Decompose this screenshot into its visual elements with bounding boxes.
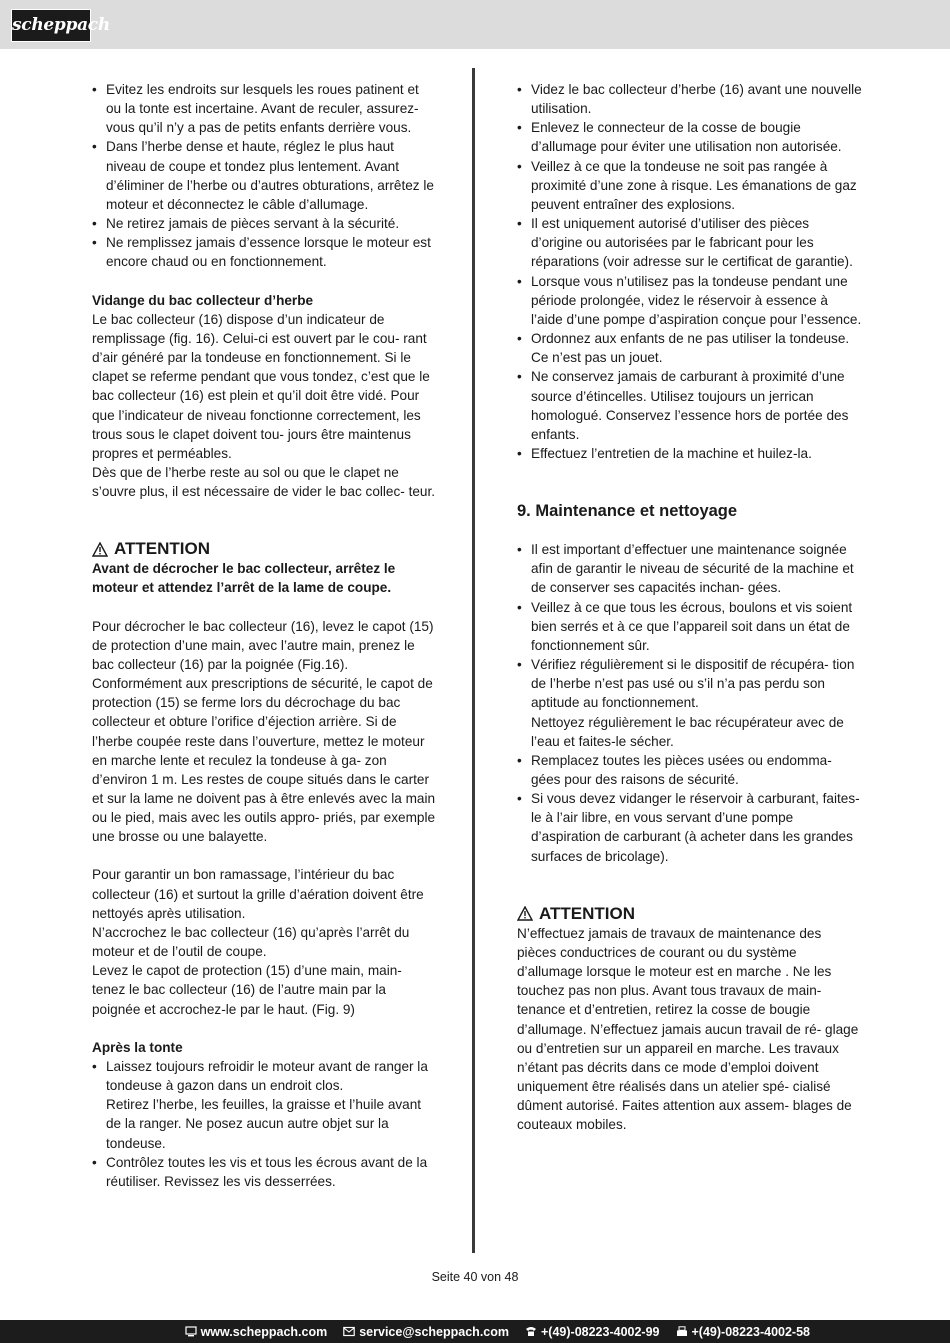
warning-icon [517, 906, 533, 921]
section-title: 9. Maintenance et nettoyage [517, 502, 738, 521]
list-item: • Remplacez toutes les pièces usées ou endomma- gées pour des raisons de sécurité. [517, 751, 862, 789]
list-item: • Veillez à ce que tous les écrous, boulons et vis soient bien serrés et à ce que l’appareil soit dans un état de fonctionnement sûr. [517, 598, 862, 655]
warning-icon [92, 542, 108, 557]
decrocher-paragraph: Pour décrocher le bac collecteur (16), levez le capot (15) de protection d’une main, avec l’autre main, prenez le bac collecteur (16) par la poignée (Fig.16). Conformément aux prescriptions de sécurité, le capot de protection (15) se ferme lors du décrochage du bac collecteur et obture l’orifice d’éjection arrière. Si de l’herbe coupée reste dans l’ouverture, mettez le moteur en marche lente et reculez la tondeuse à ga- zon d’environ 1 m. Les restes de coupe situés dans le carter et sur la lame ne doivent pas à être enlevés avec la main ou le pied, mais avec les outils appro- priés, par exemple une brosse ou une balayette. [92, 618, 436, 845]
footer-website[interactable]: www.scheppach.com [185, 1325, 328, 1339]
footer-email[interactable]: service@scheppach.com [343, 1325, 509, 1339]
list-item: • Ne remplissez jamais d’essence lorsque le moteur est encore chaud ou en fonctionnement. [92, 233, 437, 271]
list-item: • Enlevez le connecteur de la cosse de bougie d’allumage pour éviter une utilisation non autorisée. [517, 118, 862, 156]
left-column [92, 80, 437, 1191]
column-divider [472, 68, 475, 1253]
apres-heading: Après la tonte [92, 1039, 183, 1055]
footer-fax: +(49)-08223-4002-58 [676, 1325, 811, 1339]
computer-icon [185, 1326, 197, 1337]
list-item: • Ne conservez jamais de carburant à proximité d’une source d’étincelles. Utilisez toujours un jerrican homologué. Conservez l’essence hors de portée des enfants. [517, 367, 862, 444]
page-number: Seite 40 von 48 [431, 1270, 519, 1284]
vidange-heading: Vidange du bac collecteur d’herbe [92, 292, 314, 308]
list-item: • Laissez toujours refroidir le moteur avant de ranger la tondeuse à gazon dans un endroit clos. Retirez l’herbe, les feuilles, la graisse et l’huile avant de la ranger. Ne posez aucun autre objet sur la tondeuse. [92, 1057, 437, 1153]
attention-label: ATTENTION [114, 539, 211, 559]
list-item: • Si vous devez vidanger le réservoir à carburant, faites-le à l’air libre, en vous servant d’une pompe d’aspiration de carburant (à acheter dans les grandes surfaces de bricolage). [517, 789, 862, 866]
storage-bullets [517, 80, 862, 463]
fax-icon [676, 1326, 688, 1337]
mail-icon [343, 1326, 355, 1337]
list-item: • Effectuez l’entretien de la machine et huilez-la. [517, 444, 862, 463]
list-item: • Lorsque vous n’utilisez pas la tondeuse pendant une période prolongée, videz le réservoir à essence à l’aide d’une pompe d’aspiration conçue pour l’essence. [517, 272, 862, 329]
vidange-paragraph-2: Dès que de l’herbe reste au sol ou que le clapet ne s’ouvre plus, il est nécessaire de vider le bac collec- teur. [92, 464, 436, 500]
header-bar [0, 0, 950, 49]
attention-paragraph: N’effectuez jamais de travaux de maintenance des pièces conductrices de courant ou du système d’allumage lorsque le moteur est en marche . Ne les touchez pas non plus. Avant tous travaux de main- tenance et d’entretien, retirez la cosse de bougie d’allumage. N’effectuez jamais aucun travail de ré- glage ou d’entretien sur un appareil en marche. Les travaux n’étant pas décrits dans ce mode d’emploi doivent uniquement être réalisés dans un atelier spé- cialisé dûment autorisé. Faites attention aux assem- blages de couteaux mobiles. [517, 925, 859, 1133]
list-item: • Ordonnez aux enfants de ne pas utiliser la tondeuse. Ce n’est pas un jouet. [517, 329, 862, 367]
brand-logo: scheppach [11, 9, 91, 42]
levez-paragraph: Levez le capot de protection (15) d’une main, main- tenez le bac collecteur (16) de l’autre main par la poignée et accrochez-le par le haut. (Fig. 9) [92, 963, 402, 1017]
vidange-paragraph: Le bac collecteur (16) dispose d’un indicateur de remplissage (fig. 16). Celui-ci est ouvert par le cou- rant d’air généré par la tondeuse en fonctionnement. Si le clapet se referme pendant que vous tondez, c’est que le bac collecteur (16) est plein et qu’il doit être vidé. Pour que l’indicateur de niveau fonctionne correctement, les trous sous le clapet doivent tou- jours être maintenus propres et perméables. [92, 311, 430, 461]
attention-warning: Avant de décrocher le bac collecteur, arrêtez le moteur et attendez l’arrêt de la lame de coupe. [92, 561, 396, 596]
attention-heading [517, 904, 862, 924]
safety-bullets [92, 80, 437, 272]
maintenance-bullets [517, 540, 862, 866]
right-column [517, 80, 862, 1135]
list-item: • Vérifiez régulièrement si le dispositif de récupéra- tion de l’herbe n’est pas usé ou s’il n’a pas perdu son aptitude au fonctionnement. Nettoyez régulièrement le bac récupérateur avec de l’eau et faites-le sécher. [517, 655, 862, 751]
accrochez-paragraph: N’accrochez le bac collecteur (16) qu’après l’arrêt du moteur et de l’outil de coupe. [92, 924, 410, 960]
attention-heading [92, 539, 437, 559]
list-item: • Ne retirez jamais de pièces servant à la sécurité. [92, 214, 437, 233]
list-item: • Veillez à ce que la tondeuse ne soit pas rangée à proximité d’une zone à risque. Les émanations de gaz peuvent entraîner des explosions. [517, 157, 862, 214]
phone-icon [525, 1326, 537, 1337]
list-item: • Il est uniquement autorisé d’utiliser des pièces d’origine ou autorisées par le fabricant pour les réparations (voir adresse sur le certificat de garantie). [517, 214, 862, 271]
apres-bullets [92, 1057, 437, 1191]
list-item: • Evitez les endroits sur lesquels les roues patinent et ou la tonte est incertaine. Avant de reculer, assurez-vous qu’il n’y a pas de petits enfants derrière vous. [92, 80, 437, 137]
list-item: • Il est important d’effectuer une maintenance soignée afin de garantir le niveau de sécurité de la machine et de conserver ses capacités inchan- gées. [517, 540, 862, 597]
attention-label: ATTENTION [539, 903, 636, 923]
garantir-paragraph: Pour garantir un bon ramassage, l’intérieur du bac collecteur (16) et surtout la grille d’aération doivent être nettoyés après utilisation. [92, 867, 424, 921]
footer-phone: +(49)-08223-4002-99 [525, 1325, 660, 1339]
list-item: • Videz le bac collecteur d’herbe (16) avant une nouvelle utilisation. [517, 80, 862, 118]
footer-bar [0, 1320, 950, 1343]
list-item: • Dans l’herbe dense et haute, réglez le plus haut niveau de coupe et tondez plus lentement. Avant d’éliminer de l’herbe ou d’autres obturations, arrêtez le moteur et déconnectez le câble d’allumage. [92, 137, 437, 214]
list-item: • Contrôlez toutes les vis et tous les écrous avant de la réutiliser. Revissez les vis desserrées. [92, 1153, 437, 1191]
